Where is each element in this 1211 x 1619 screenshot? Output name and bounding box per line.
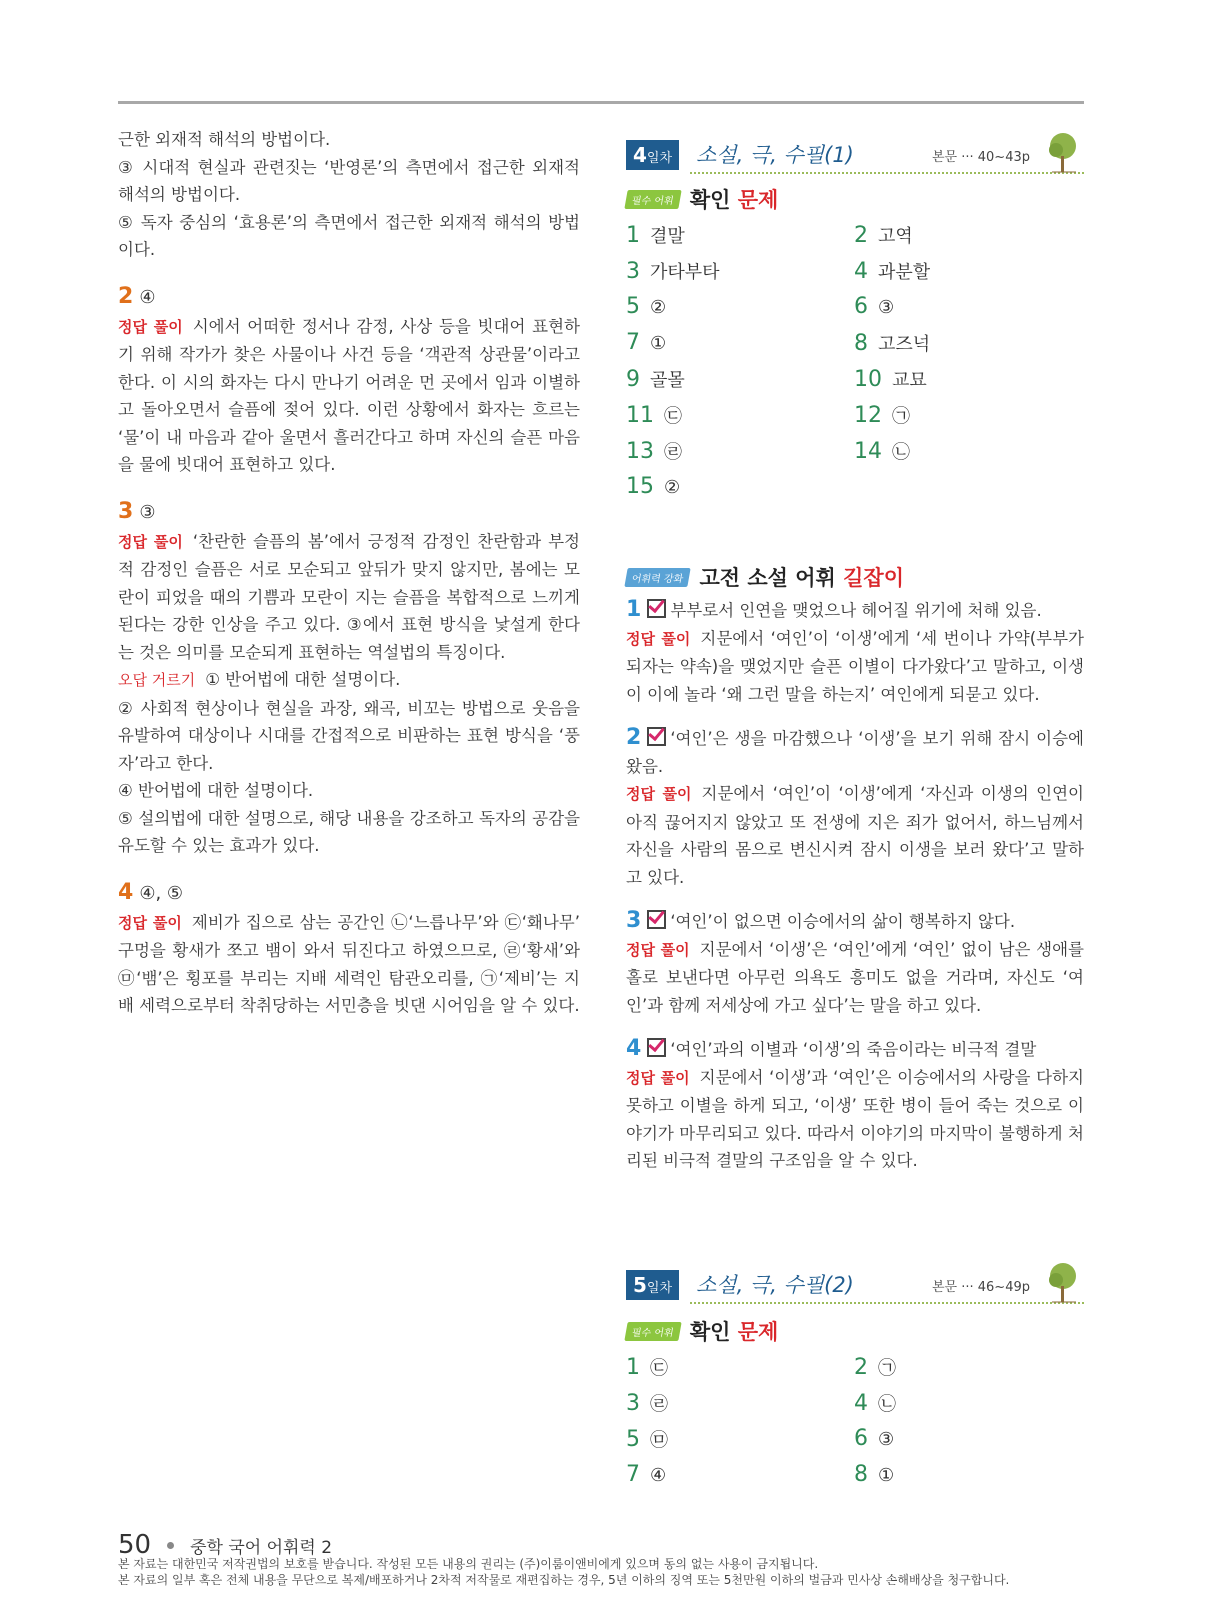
wrong-answer-line: ④ 반어법에 대한 설명이다. [118, 781, 314, 800]
answer-item [626, 1390, 668, 1416]
sub-title-b: 길잡이 [843, 566, 904, 590]
vocab-tag: 필수 어휘 [624, 190, 681, 209]
wrong-text: ① 반어법에 대한 설명이다. [205, 670, 401, 689]
vocab-text: ‘여인’과의 이별과 ‘이생’의 죽음이라는 비극적 결말 [670, 1040, 1037, 1059]
answer-item [626, 402, 682, 428]
answer-value: ① [650, 333, 667, 354]
check-icon [647, 910, 666, 929]
answer-num: 7 [626, 1462, 640, 1487]
answer-tag: 정답 풀이 [626, 629, 691, 648]
answer-item [854, 1354, 896, 1380]
answer-num: 5 [626, 294, 640, 319]
question-answer: ③ [139, 501, 156, 523]
answer-value: 결말 [650, 226, 685, 247]
answer-num: 6 [854, 1426, 868, 1451]
answer-item [626, 438, 682, 464]
bullet-dot [167, 1542, 174, 1549]
answer-item [854, 1390, 896, 1416]
sub-title-b: 문제 [737, 188, 779, 212]
answer-num: 3 [626, 1391, 640, 1416]
answer-num: 10 [854, 367, 882, 392]
day5-header [626, 1270, 1084, 1304]
answer-num: 4 [854, 259, 868, 284]
sub-title [690, 1320, 778, 1344]
answer-num: 3 [626, 259, 640, 284]
answer-value: 교묘 [892, 370, 927, 391]
answer-num: 8 [854, 331, 868, 356]
intro-line: ⑤ 독자 중심의 ‘효용론’의 측면에서 접근한 외재적 해석의 방법이다. [118, 212, 580, 259]
check-icon [647, 727, 666, 746]
answer-item [626, 258, 720, 284]
answer-value: ㉠ [878, 1358, 896, 1379]
answer-tag: 정답 풀이 [118, 317, 183, 336]
check-icon [647, 1038, 666, 1057]
day-suffix: 일차 [646, 151, 673, 166]
wrong-answer-line: ② 사회적 현상이나 현실을 과장, 왜곡, 비꼬는 방법으로 웃음을 유발하여 대상이나 시대를 간접적으로 비판하는 표현 방식을 ‘풍자’라고 한다. [118, 698, 580, 773]
answer-value: ㉡ [878, 1394, 896, 1415]
answer-item [854, 1426, 894, 1451]
tree-icon [1046, 132, 1080, 174]
day4-subheader [626, 184, 778, 212]
answer-num: 11 [626, 403, 654, 428]
page-reference: 본문 ··· 40~43p [931, 150, 1030, 165]
answer-value: 가타부타 [650, 262, 720, 283]
question-number: 3 [118, 498, 134, 524]
answer-item [626, 474, 680, 499]
day5-subheader [626, 1316, 778, 1344]
vocab-tag: 필수 어휘 [624, 1322, 681, 1341]
vocab-statement [626, 724, 1084, 780]
answer-value: ㉣ [664, 442, 682, 463]
answer-item [854, 294, 894, 319]
explanation [118, 313, 580, 479]
answer-num: 15 [626, 474, 654, 499]
page-number: 50 [118, 1530, 152, 1560]
answer-item [626, 366, 685, 392]
answer-value: ② [664, 477, 681, 498]
sub-title [690, 188, 778, 212]
explanation-text: 지문에서 ‘이생’과 ‘여인’은 이승에서의 사랑을 다하지 못하고 이별을 하게 되고, ‘이생’ 또한 병이 들어 죽는 것으로 이야기가 마무리되고 있다. 따라서 이야기의 마지막이 불행하게 처리된 비극적 결말의 구조임을 알 수 있다. [626, 1067, 1084, 1170]
answer-tag: 정답 풀이 [118, 913, 182, 932]
tree-icon [1046, 1262, 1080, 1304]
answer-num: 4 [854, 1391, 868, 1416]
explanation [626, 1064, 1084, 1175]
page-reference: 본문 ··· 46~49p [931, 1280, 1030, 1295]
explanation [118, 528, 580, 667]
explanation [626, 780, 1084, 891]
answer-item [626, 1354, 668, 1380]
answer-item [626, 330, 666, 355]
day4-header [626, 140, 1084, 174]
answer-tag: 정답 풀이 [626, 940, 690, 959]
vocab-items [626, 596, 1084, 1175]
copyright-line: 본 자료의 일부 혹은 전체 내용을 무단으로 복제/배포하거나 2차적 저작물로 재편집하는 경우, 5년 이하의 징역 또는 5천만원 이하의 벌금과 민사상 손해배상을 청구합니다. [118, 1573, 1010, 1587]
check-icon [647, 599, 666, 618]
answer-value: ㉠ [892, 406, 910, 427]
vocab-statement [626, 596, 1084, 625]
vocab-tag: 어휘력 강화 [624, 568, 691, 587]
answer-num: 14 [854, 439, 882, 464]
day-badge [626, 1270, 679, 1300]
answer-num: 7 [626, 330, 640, 355]
intro-line: ③ 시대적 현실과 관련짓는 ‘반영론’의 측면에서 접근한 외재적 해석의 방법이다. [118, 157, 580, 204]
dotted-rule [690, 172, 1084, 174]
answer-item [854, 402, 910, 428]
intro-line: 근한 외재적 해석의 방법이다. [118, 130, 331, 149]
answer-item [626, 294, 666, 319]
question-3-header [118, 497, 580, 528]
answer-value: 골몰 [650, 370, 685, 391]
explanation [626, 936, 1084, 1020]
explanation-text: 시에서 어떠한 정서나 감정, 사상 등을 빗대어 표현하기 위해 작가가 찾은 사물이나 사건 등을 ‘객관적 상관물’이라고 한다. 이 시의 화자는 다시 만나기 어려운 먼 곳에서 임과 이별하고 돌아오면서 슬픔에 젖어 있다. 이런 상황에서 화자는 흐르는 ‘물’이 내 마음과 같아 울면서 흘러간다고 하며 자신의 슬픈 마음을 물에 빗대어 표현하고 있다. [118, 316, 580, 474]
day-suffix: 일차 [646, 1281, 673, 1296]
vocab-number: 1 [626, 597, 642, 622]
answer-num: 12 [854, 403, 882, 428]
answer-value: 고즈넉 [878, 334, 931, 355]
vocab-subheader [626, 562, 904, 590]
vocab-text: 부부로서 인연을 맺었으나 헤어질 위기에 처해 있음. [670, 601, 1042, 620]
explanation-text: ‘찬란한 슬픔의 봄’에서 긍정적 감정인 찬란함과 부정적 감정인 슬픔은 서로 모순되고 앞뒤가 맞지 않지만, 봄에는 모란이 피었을 때의 기쁨과 모란이 지는 슬픔을 복합적으로 느끼게 된다는 강한 인상을 주고 있다. ③에서 표현 방식을 낯설게 한다는 것은 의미를 모순되게 표현하는 역설법의 특징이다. [118, 531, 580, 662]
answer-num: 6 [854, 294, 868, 319]
question-2-header [118, 282, 580, 313]
question-4-header [118, 878, 580, 909]
answer-value: 고역 [878, 226, 913, 247]
answer-item [626, 1462, 666, 1487]
answer-num: 1 [626, 223, 640, 248]
answer-num: 5 [626, 1427, 640, 1452]
explanation [626, 625, 1084, 709]
question-number: 2 [118, 283, 134, 309]
copyright-line: 본 자료는 대한민국 저작권법의 보호를 받습니다. 작성된 모든 내용의 권리는 (주)이룸이앤비에게 있으며 동의 없는 사용이 금지됩니다. [118, 1557, 819, 1571]
answer-num: 13 [626, 439, 654, 464]
answer-num: 1 [626, 1355, 640, 1380]
answer-tag: 정답 풀이 [626, 1068, 690, 1087]
answer-tag: 정답 풀이 [118, 532, 183, 551]
sub-title-a: 고전 소설 어휘 [699, 566, 844, 590]
explanation-text: 지문에서 ‘이생’은 ‘여인’에게 ‘여인’ 없이 남은 생애를 홀로 보낸다면 아무런 의욕도 흥미도 없을 거라며, 자신도 ‘여인’과 함께 저세상에 가고 싶다’는 말을 하고 있다. [626, 939, 1084, 1015]
answer-value: ③ [878, 297, 895, 318]
answer-value: ③ [878, 1429, 895, 1450]
vocab-number: 3 [626, 908, 642, 933]
answer-value: ④ [650, 1465, 667, 1486]
book-title: 중학 국어 어휘력 2 [190, 1538, 333, 1558]
answer-value: 과분할 [878, 262, 931, 283]
answer-item [854, 258, 930, 284]
answer-item [854, 438, 910, 464]
vocab-statement [626, 907, 1084, 936]
question-answer: ④, ⑤ [139, 882, 184, 904]
wrong-answer-line: ⑤ 설의법에 대한 설명으로, 해당 내용을 강조하고 독자의 공감을 유도할 수 있는 효과가 있다. [118, 808, 580, 855]
sub-title-a: 확인 [689, 188, 738, 212]
answer-num: 9 [626, 367, 640, 392]
sub-title-a: 확인 [689, 1320, 738, 1344]
vocab-text: ‘여인’은 생을 마감했으나 ‘이생’을 보기 위해 잠시 이승에 왔음. [626, 729, 1084, 776]
question-answer: ④ [139, 286, 156, 308]
question-number: 4 [118, 879, 134, 905]
explanation [118, 909, 580, 1020]
section-title: 소설, 극, 수필(2) [696, 1273, 854, 1297]
vocab-number: 2 [626, 725, 642, 750]
answer-item [854, 222, 913, 248]
section-title: 소설, 극, 수필(1) [696, 143, 854, 167]
explanation-text: 제비가 집으로 삼는 공간인 ㉡‘느릅나무’와 ㉢‘홰나무’ 구멍을 황새가 쪼고 뱀이 와서 뒤진다고 하였으므로, ㉣‘황새’와 ㉤‘뱀’은 횡포를 부리는 지배 세력인 탐관오리를, ㉠‘제비’는 지배 세력으로부터 착취당하는 서민층을 빗댄 시어임을 알 수 있다. [118, 912, 580, 1015]
answer-value: ㉢ [650, 1358, 668, 1379]
footer [118, 1530, 1118, 1588]
sub-title [699, 566, 904, 590]
explanation-text: 지문에서 ‘여인’이 ‘이생’에게 ‘세 번이나 가약(부부가 되자는 약속)을 맺었지만 슬픈 이별이 다가왔다’고 말하고, 이생이 이에 놀라 ‘왜 그런 말을 하는지’ 여인에게 되묻고 있다. [626, 628, 1084, 704]
wrong-answer-line [118, 666, 580, 695]
answer-value: ② [650, 297, 667, 318]
answer-num: 8 [854, 1462, 868, 1487]
dotted-rule [690, 1302, 1084, 1304]
wrong-tag: 오답 거르기 [118, 671, 196, 689]
explanation-text: 지문에서 ‘여인’이 ‘이생’에게 ‘자신과 이생의 인연이 아직 끊어지지 않았고 또 전생에 지은 죄가 없어서, 하느님께서 자신을 사람의 몸으로 변신시켜 잠시 이생을 보러 왔다’고 말하고 있다. [626, 784, 1084, 887]
answer-item [626, 1426, 668, 1452]
answer-num: 2 [854, 1355, 868, 1380]
day-number: 5 [633, 1273, 647, 1297]
top-rule [118, 101, 1084, 104]
answer-item [854, 366, 927, 392]
answer-value: ㉢ [664, 406, 682, 427]
vocab-text: ‘여인’이 없으면 이승에서의 삶이 행복하지 않다. [670, 912, 1016, 931]
answer-num: 2 [854, 223, 868, 248]
answer-item [854, 1462, 894, 1487]
answer-value: ㉣ [650, 1394, 668, 1415]
answer-item [854, 330, 930, 356]
vocab-statement [626, 1035, 1084, 1064]
answer-value: ㉤ [650, 1430, 668, 1451]
answer-item [626, 222, 685, 248]
answer-value: ① [878, 1465, 895, 1486]
left-column [118, 126, 580, 1020]
vocab-number: 4 [626, 1036, 642, 1061]
day-number: 4 [633, 143, 647, 167]
answer-value: ㉡ [892, 442, 910, 463]
sub-title-b: 문제 [737, 1320, 779, 1344]
answer-tag: 정답 풀이 [626, 785, 692, 803]
day-badge [626, 140, 679, 170]
